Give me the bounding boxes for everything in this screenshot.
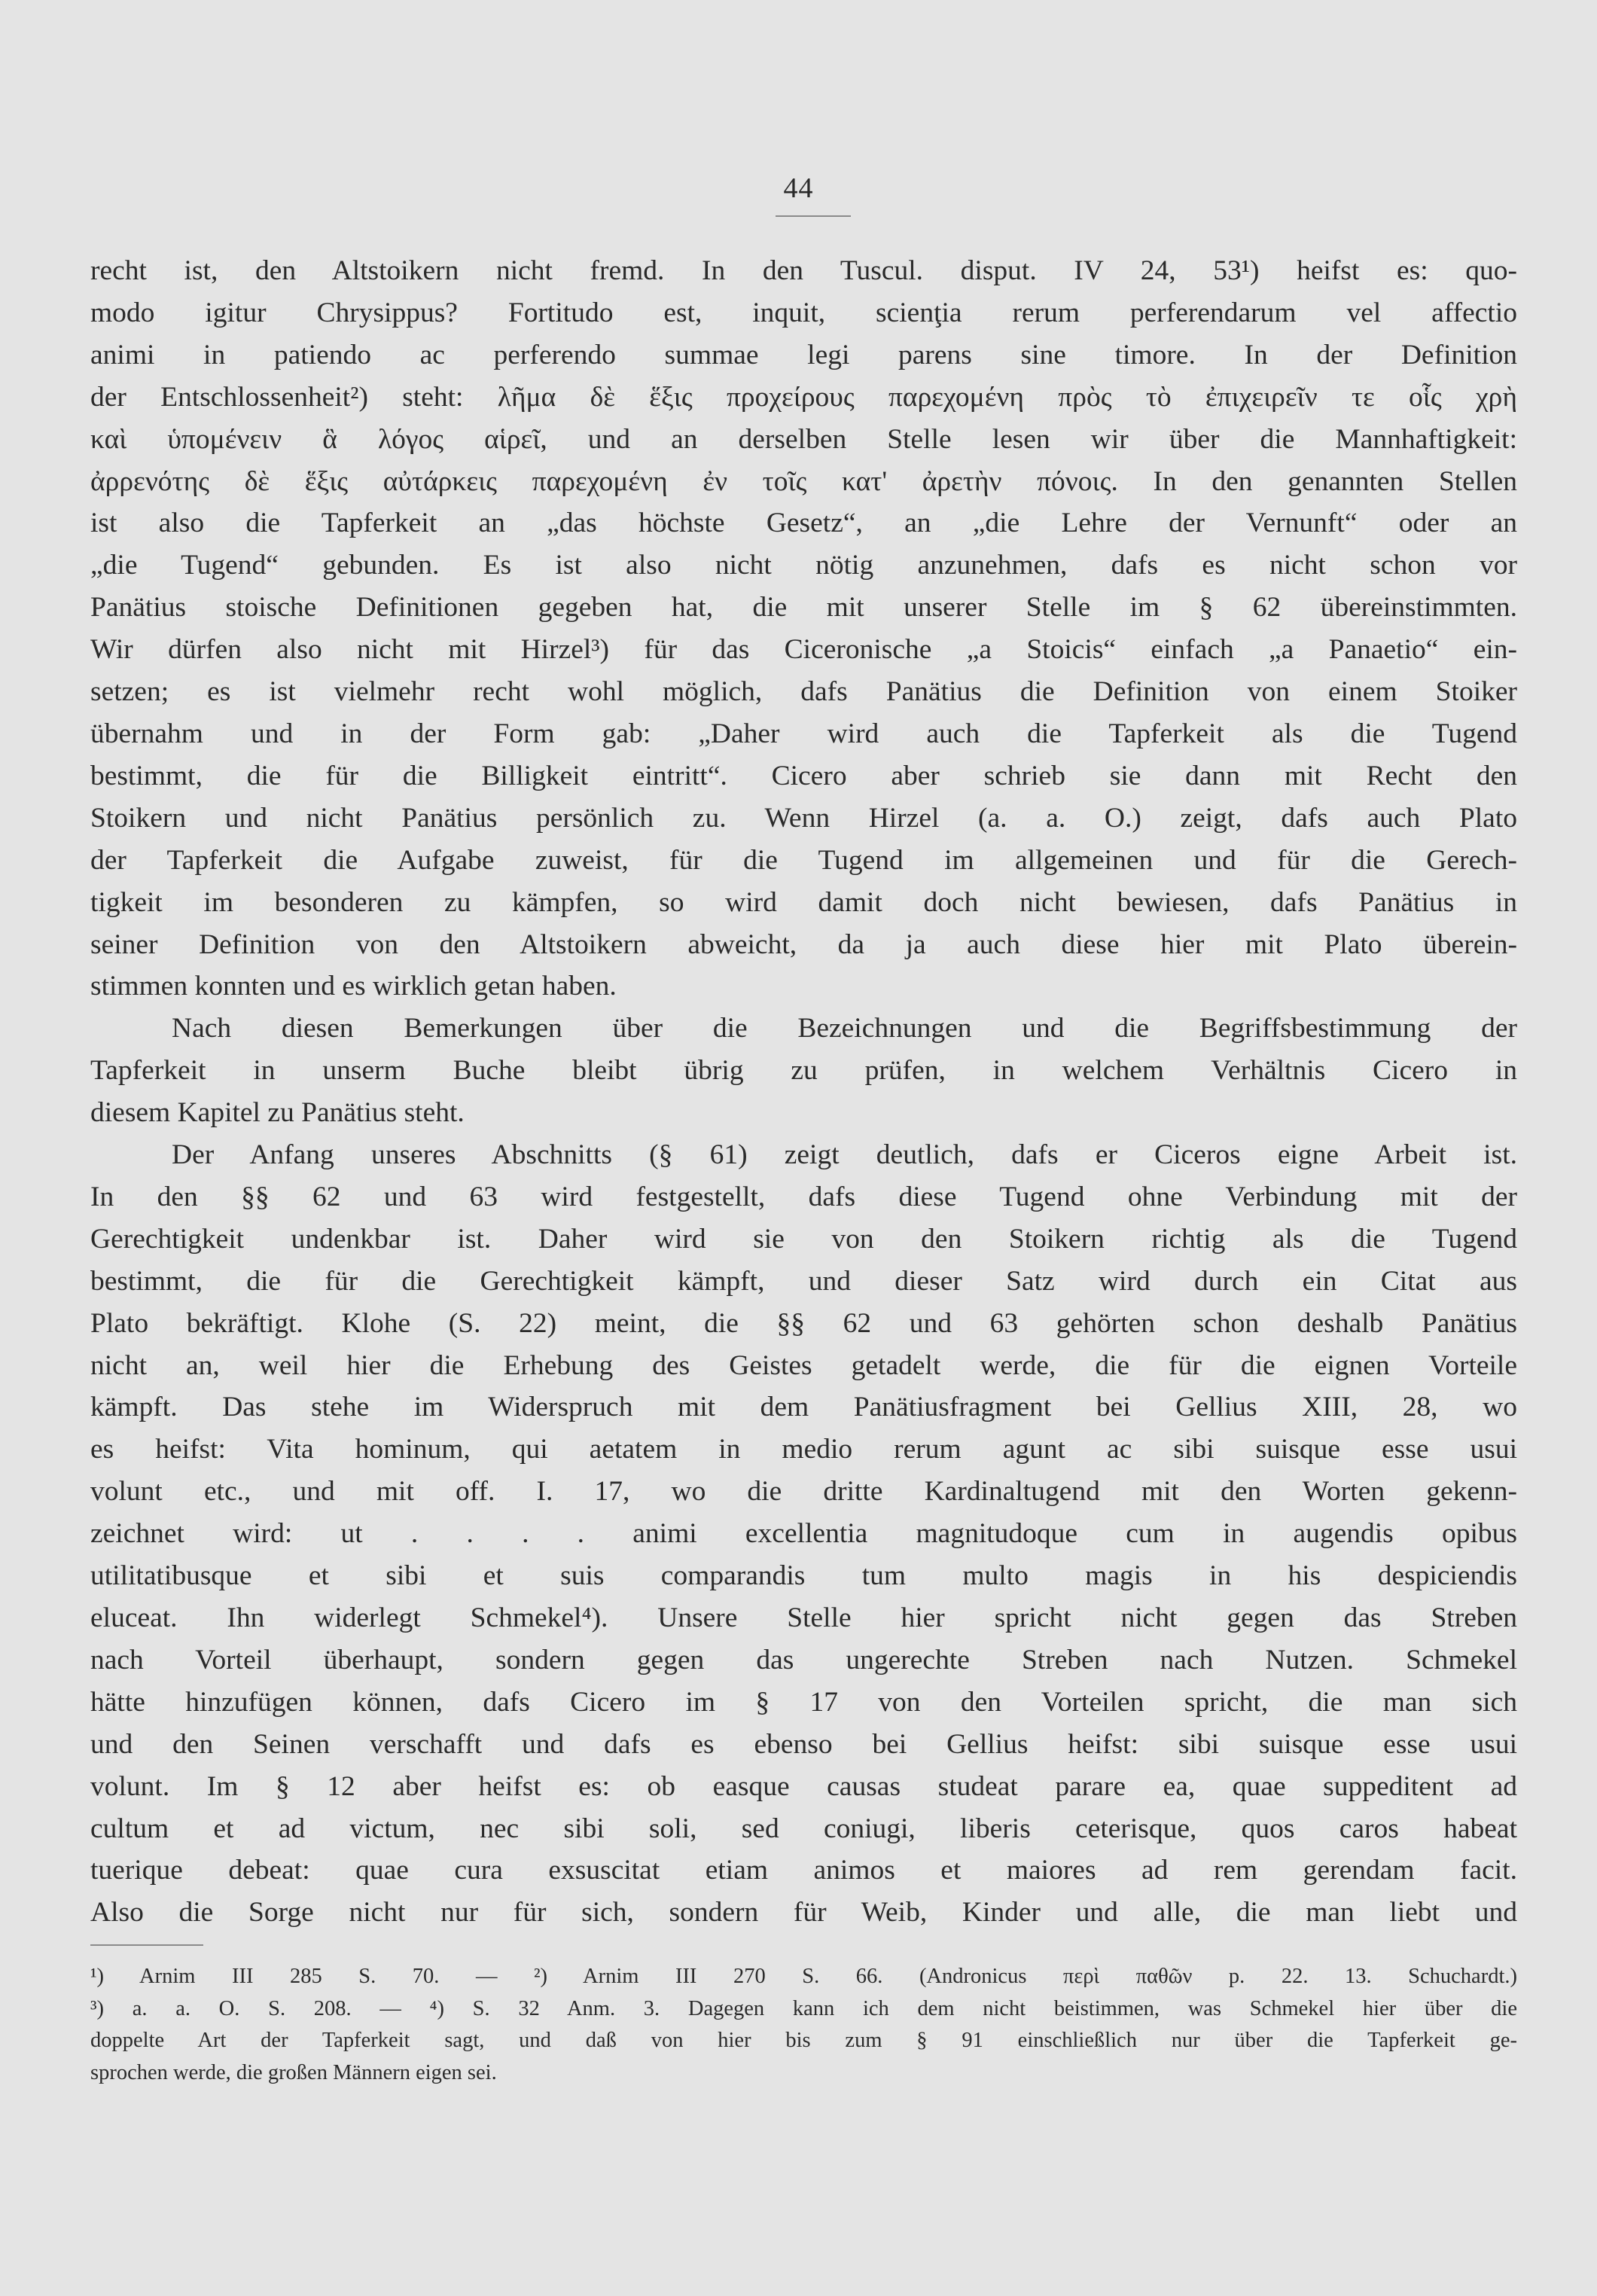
- text-line: hätte hinzufügen können, dafs Cicero im § 17 von den Vorteilen spricht, die man sich: [90, 1686, 1517, 1718]
- text-line: es heifst: Vita hominum, qui aetatem in medio rerum agunt ac sibi suisque esse usui: [90, 1434, 1517, 1465]
- text-line: Wir dürfen also nicht mit Hirzel³) für das Ciceronische „a Stoicis“ einfach „a Panaetio“ ein-: [90, 634, 1517, 666]
- text-line: Plato bekräftigt. Klohe (S. 22) meint, die §§ 62 und 63 gehörten schon deshalb Panätius: [90, 1307, 1517, 1339]
- text-line: „die Tugend“ gebunden. Es ist also nicht nötig anzunehmen, dafs es nicht schon vor: [90, 550, 1517, 581]
- text-line: utilitatibusque et sibi et suis comparandis tum multo magis in his despiciendis: [90, 1560, 1517, 1592]
- text-line: volunt. Im § 12 aber heifst es: ob easque causas studeat parare ea, quae suppeditent ad: [90, 1770, 1517, 1802]
- body-text: [90, 250, 1517, 1934]
- text-line: und den Seinen verschafft und dafs es ebenso bei Gellius heifst: sibi suisque esse usui: [90, 1728, 1517, 1760]
- text-line: der Tapferkeit die Aufgabe zuweist, für die Tugend im allgemeinen und für die Gerech-: [90, 844, 1517, 876]
- text-line: Panätius stoische Definitionen gegeben hat, die mit unserer Stelle im § 62 übereinstimmten.: [90, 592, 1517, 624]
- text-line: recht ist, den Altstoikern nicht fremd. In den Tuscul. disput. IV 24, 53¹) heifst es: quo-: [90, 255, 1517, 286]
- text-line: nicht an, weil hier die Erhebung des Geistes getadelt werde, die für die eignen Vorteile: [90, 1349, 1517, 1381]
- text-line: animi in patiendo ac perferendo summae legi parens sine timore. In der Definition: [90, 339, 1517, 370]
- text-line: diesem Kapitel zu Panätius steht.: [90, 1097, 465, 1129]
- text-line: ist also die Tapferkeit an „das höchste Gesetz“, an „die Lehre der Vernunft“ oder an: [90, 508, 1517, 539]
- footnote-line: doppelte Art der Tapferkeit sagt, und daß von hier bis zum § 91 einschließlich nur über die Tapferkeit ge-: [90, 2029, 1517, 2053]
- text-line: kämpft. Das stehe im Widerspruch mit dem Panätiusfragment bei Gellius XIII, 28, wo: [90, 1392, 1517, 1423]
- paragraph: [90, 1008, 1517, 1134]
- footnote-line: sprochen werde, die großen Männern eigen sei.: [90, 2060, 497, 2084]
- text-line: stimmen konnten und es wirklich getan haben.: [90, 971, 617, 1002]
- footnote-rule: [90, 1944, 203, 1946]
- text-line: bestimmt, die für die Gerechtigkeit kämpft, und dieser Satz wird durch ein Citat aus: [90, 1265, 1517, 1297]
- footnote-line: ³) a. a. O. S. 208. — ⁴) S. 32 Anm. 3. Dagegen kann ich dem nicht beistimmen, was Schmekel hier über die: [90, 1996, 1517, 2020]
- paragraph: [90, 250, 1517, 1008]
- text-line: eluceat. Ihn widerlegt Schmekel⁴). Unsere Stelle hier spricht nicht gegen das Streben: [90, 1602, 1517, 1633]
- text-line: Tapferkeit in unserm Buche bleibt übrig zu prüfen, in welchem Verhältnis Cicero in: [90, 1055, 1517, 1087]
- text-line: Stoikern und nicht Panätius persönlich zu. Wenn Hirzel (a. a. O.) zeigt, dafs auch Plato: [90, 802, 1517, 834]
- text-line: ἀρρενότης δὲ ἕξις αὐτάρκεις παρεχομένη ἐν τοῖς κατ' ἀρετὴν πόνοις. In den genannten Stellen: [90, 465, 1517, 497]
- text-line: Der Anfang unseres Abschnitts (§ 61) zeigt deutlich, dafs er Ciceros eigne Arbeit ist.: [172, 1139, 1517, 1171]
- text-line: Also die Sorge nicht nur für sich, sondern für Weib, Kinder und alle, die man liebt und: [90, 1897, 1517, 1929]
- text-line: cultum et ad victum, nec sibi soli, sed coniugi, liberis ceterisque, quos caros habeat: [90, 1813, 1517, 1844]
- text-line: nach Vorteil überhaupt, sondern gegen das ungerechte Streben nach Nutzen. Schmekel: [90, 1644, 1517, 1676]
- text-line: tigkeit im besonderen zu kämpfen, so wird damit doch nicht bewiesen, dafs Panätius in: [90, 886, 1517, 918]
- text-line: In den §§ 62 und 63 wird festgestellt, dafs diese Tugend ohne Verbindung mit der: [90, 1181, 1517, 1212]
- paragraph: [90, 1134, 1517, 1934]
- text-line: tuerique debeat: quae cura exsuscitat etiam animos et maiores ad rem gerendam facit.: [90, 1855, 1517, 1886]
- text-line: Nach diesen Bemerkungen über die Bezeichnungen und die Begriffsbestimmung der: [172, 1013, 1517, 1044]
- text-line: bestimmt, die für die Billigkeit eintritt“. Cicero aber schrieb sie dann mit Recht den: [90, 760, 1517, 791]
- text-line: übernahm und in der Form gab: „Daher wird auch die Tapferkeit als die Tugend: [90, 718, 1517, 749]
- text-line: zeichnet wird: ut . . . . animi excellentia magnitudoque cum in augendis opibus: [90, 1518, 1517, 1550]
- text-line: καὶ ὑπομένειν ἃ λόγος αἱρεῖ, und an derselben Stelle lesen wir über die Mannhaftigkeit:: [90, 423, 1517, 455]
- text-line: Gerechtigkeit undenkbar ist. Daher wird sie von den Stoikern richtig als die Tugend: [90, 1223, 1517, 1255]
- text-line: setzen; es ist vielmehr recht wohl möglich, dafs Panätius die Definition von einem Stoiker: [90, 676, 1517, 708]
- text-line: volunt etc., und mit off. I. 17, wo die dritte Kardinaltugend mit den Worten gekenn-: [90, 1476, 1517, 1508]
- footnote-line: ¹) Arnim III 285 S. 70. — ²) Arnim III 270 S. 66. (Andronicus περὶ παθῶν p. 22. 13. Schuchardt.): [90, 1965, 1517, 1988]
- footnotes: [90, 1961, 1517, 2089]
- page-number: 44: [783, 172, 814, 204]
- text-line: der Entschlossenheit²) steht: λῆμα δὲ ἕξις προχείρους παρεχομένη πρὸς τὸ ἐπιχειρεῖν τε οἷς χρὴ: [90, 381, 1517, 413]
- page-number-rule: [776, 215, 851, 217]
- text-line: seiner Definition von den Altstoikern abweicht, da ja auch diese hier mit Plato überein-: [90, 928, 1517, 960]
- text-line: modo igitur Chrysippus? Fortitudo est, inquit, scienţia rerum perferendarum vel affectio: [90, 297, 1517, 328]
